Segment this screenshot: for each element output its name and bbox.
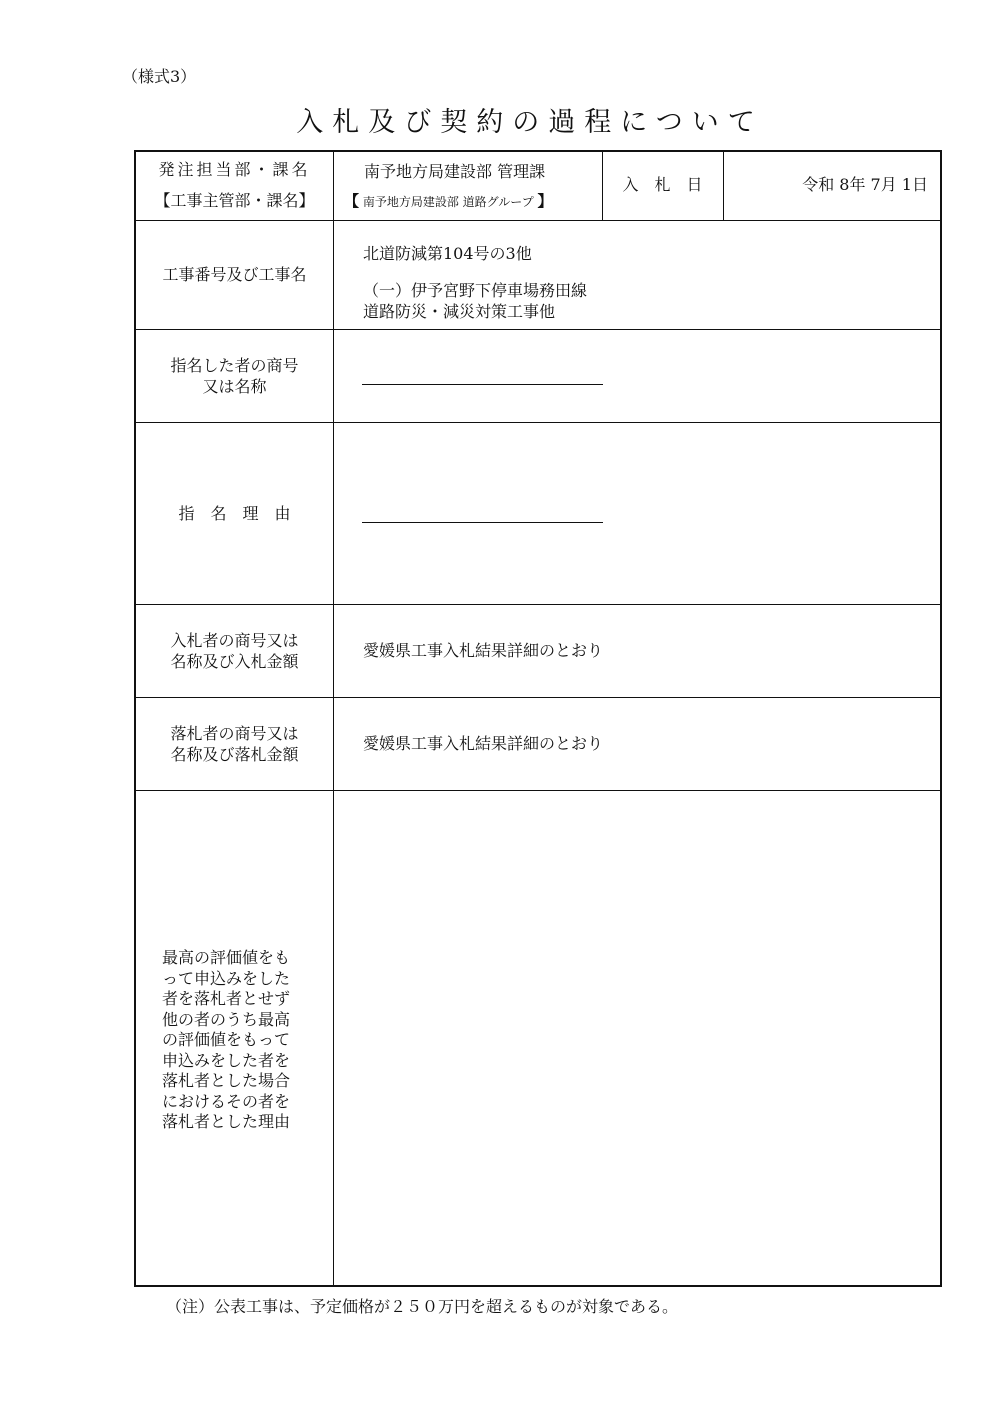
work-road-name: （一）伊予宮野下停車場務田線 bbox=[363, 281, 588, 300]
row-divider bbox=[136, 220, 940, 221]
dept-label: 発注担当部・課名 bbox=[158, 160, 311, 179]
exception-label-line: 落札者とした理由 bbox=[162, 1112, 291, 1131]
column-divider bbox=[333, 152, 334, 1285]
row-divider bbox=[136, 697, 940, 698]
exception-label-line: 落札者とした場合 bbox=[162, 1071, 291, 1090]
nominee-label-2: 又は名称 bbox=[202, 377, 267, 396]
form-number: （様式3） bbox=[122, 67, 197, 86]
exception-label-line: って申込みをした bbox=[162, 968, 291, 988]
reason-label: 指 名 理 由 bbox=[178, 504, 291, 523]
column-divider bbox=[723, 152, 724, 220]
bidders-value: 愛媛県工事入札結果詳細のとおり bbox=[363, 641, 604, 660]
work-number: 北道防減第104号の3他 bbox=[363, 244, 532, 263]
row-divider bbox=[136, 329, 940, 330]
dept-value: 南予地方局建設部 管理課 bbox=[364, 162, 546, 181]
exception-label-line: 他の者のうち最高 bbox=[162, 1009, 291, 1029]
process-table bbox=[134, 150, 942, 1287]
exception-label-line: 最高の評価値をも bbox=[162, 948, 291, 967]
document-title: 入札及び契約の過程について bbox=[296, 107, 764, 138]
main-dept-label: 【工事主管部・課名】 bbox=[154, 191, 315, 210]
reason-blank-line bbox=[362, 522, 603, 523]
bid-date-label: 入 札 日 bbox=[622, 175, 703, 194]
exception-label bbox=[162, 948, 290, 1133]
row-divider bbox=[136, 604, 940, 605]
main-dept-value: 【 南予地方局建設部 道路グループ 】 bbox=[344, 192, 553, 210]
bidders-label-1: 入札者の商号又は bbox=[170, 631, 299, 650]
nominee-label-1: 指名した者の商号 bbox=[170, 356, 299, 375]
exception-label-line: 者を落札者とせず bbox=[162, 989, 291, 1008]
exception-label-line: 申込みをした者を bbox=[162, 1050, 291, 1070]
footnote: （注）公表工事は、予定価格が２５０万円を超えるものが対象である。 bbox=[166, 1297, 679, 1316]
winner-label-1: 落札者の商号又は bbox=[170, 724, 299, 743]
row-divider bbox=[136, 422, 940, 423]
winner-label-2: 名称及び落札金額 bbox=[170, 745, 299, 764]
nominee-blank-line bbox=[362, 384, 603, 385]
winner-value: 愛媛県工事入札結果詳細のとおり bbox=[363, 734, 604, 753]
exception-label-line: の評価値をもって bbox=[162, 1030, 291, 1049]
bidders-label-2: 名称及び入札金額 bbox=[170, 652, 299, 671]
row-divider bbox=[136, 790, 940, 791]
work-label: 工事番号及び工事名 bbox=[162, 265, 307, 284]
bid-date-value: 令和 8年 7月 1日 bbox=[802, 175, 928, 194]
exception-label-line: におけるその者を bbox=[162, 1091, 291, 1111]
work-name: 道路防災・減災対策工事他 bbox=[363, 302, 556, 321]
